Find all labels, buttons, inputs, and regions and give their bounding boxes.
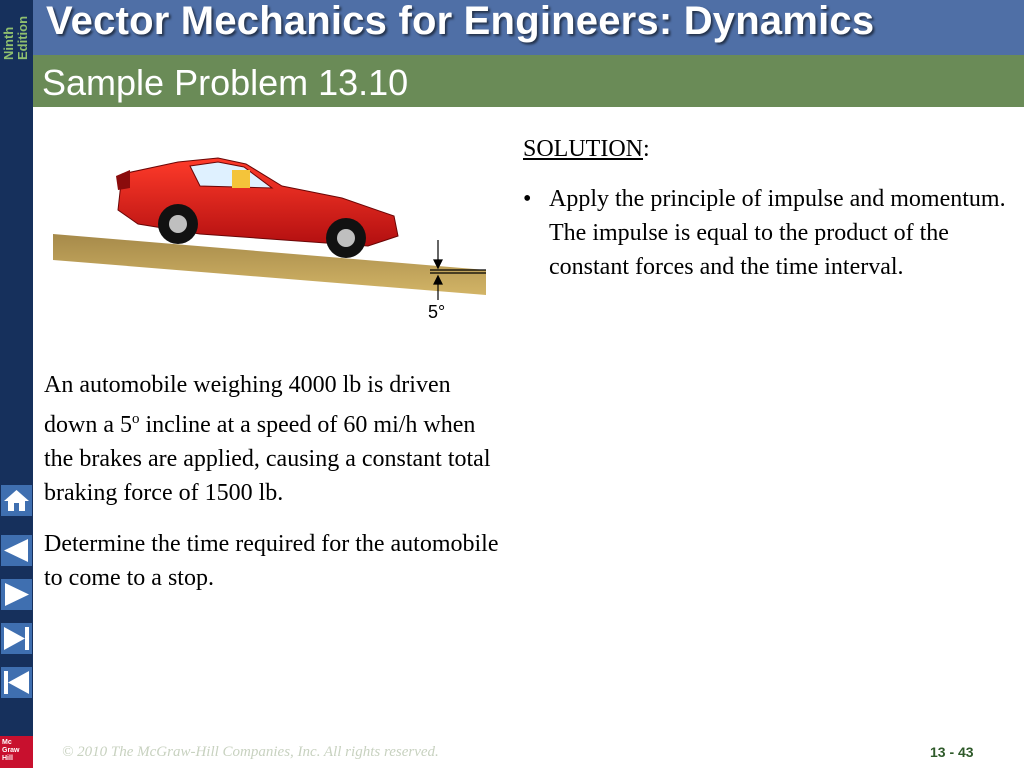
page-title: Vector Mechanics for Engineers: Dynamics xyxy=(46,0,875,43)
edition-label xyxy=(1,2,31,62)
logo-line2: Graw xyxy=(2,747,20,754)
home-icon xyxy=(0,484,33,517)
problem-statement xyxy=(44,368,509,612)
solution-bullet-text: Apply the principle of impulse and momentum. The impulse is equal to the product of the constant forces and the time interval. xyxy=(549,186,1006,280)
incline-road xyxy=(53,234,486,295)
sidebar xyxy=(0,0,33,768)
solution-section xyxy=(523,132,1018,284)
page-number: 13 - 43 xyxy=(930,744,974,760)
edition-line1: Ninth xyxy=(1,26,16,60)
home-button[interactable] xyxy=(0,484,33,517)
first-icon xyxy=(0,666,33,699)
next-slide-button[interactable] xyxy=(0,578,33,611)
logo-line3: Hill xyxy=(2,755,13,762)
edition-line2: Edition xyxy=(15,15,30,60)
first-slide-button[interactable] xyxy=(0,666,33,699)
car-on-incline-figure xyxy=(50,140,490,330)
problem-task: Determine the time required for the automobile to come to a stop. xyxy=(44,531,499,591)
page-subtitle: Sample Problem 13.10 xyxy=(42,62,409,103)
mcgraw-hill-logo xyxy=(0,736,33,768)
solution-bullet xyxy=(523,182,1018,284)
angle-label: 5° xyxy=(428,302,446,322)
last-slide-button[interactable] xyxy=(0,622,33,655)
previous-icon xyxy=(0,534,33,567)
logo-line1: Mc xyxy=(2,739,12,746)
last-icon xyxy=(0,622,33,655)
previous-slide-button[interactable] xyxy=(0,534,33,567)
copyright-footer: © 2010 The McGraw-Hill Companies, Inc. All rights reserved. xyxy=(62,744,439,760)
solution-heading: SOLUTION: xyxy=(523,136,650,162)
degree-superscript: o xyxy=(131,411,140,427)
problem-text: An automobile weighing 4000 lb is driven down a 5$^o$ incline at a speed of 60 mi/h when the brakes are applied, causing a constant total braking force of 1500 lb. xyxy=(44,372,491,506)
bullet-symbol: • xyxy=(523,186,532,212)
next-icon xyxy=(0,578,33,611)
